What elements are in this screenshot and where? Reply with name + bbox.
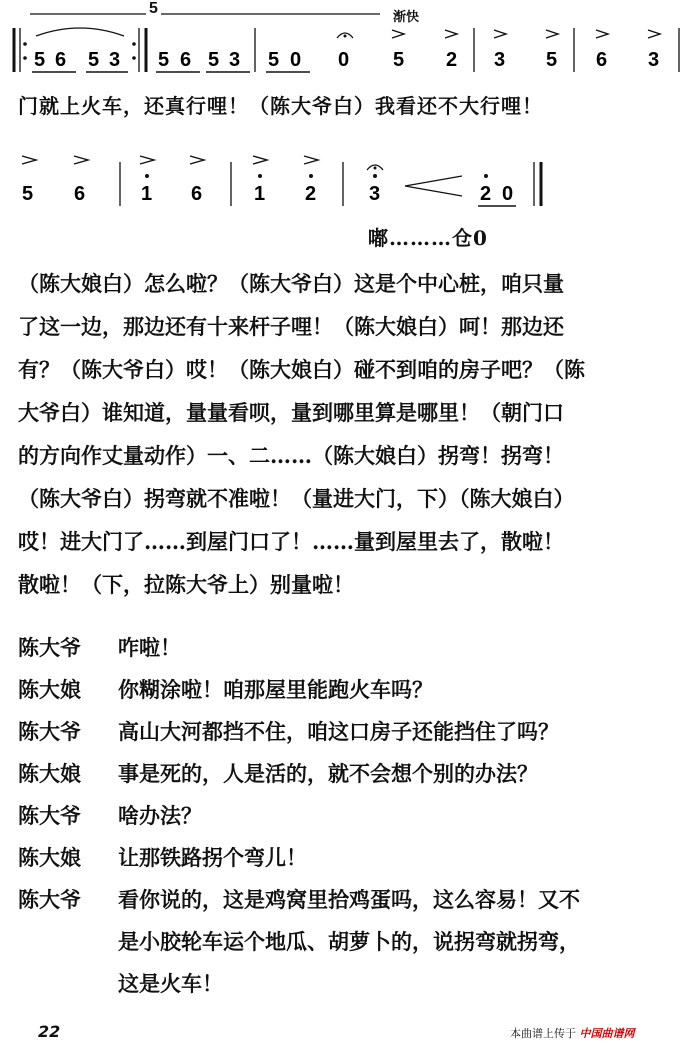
svg-text:5: 5 (268, 49, 280, 71)
tempo-mark: 渐快 (393, 10, 420, 25)
speaker: 陈大爷 (18, 803, 81, 828)
narrative-line: 散啦！（下，拉陈大爷上）别量啦！ (18, 572, 354, 597)
svg-text:2: 2 (446, 49, 458, 71)
footer-text: 本曲谱上传于 (510, 1027, 576, 1040)
svg-text:6: 6 (596, 49, 608, 71)
lyric-line-2: 嘟………仓0 (368, 226, 488, 250)
dialogue-line: 事是死的，人是活的，就不会想个别的办法？ (118, 761, 538, 786)
svg-text:0: 0 (290, 49, 302, 71)
svg-text:6: 6 (55, 49, 67, 71)
svg-text:0: 0 (338, 49, 350, 71)
svg-text:5: 5 (546, 49, 558, 71)
narrative-line: 哎！进大门了……到屋门口了！……量到屋里去了，散啦！ (18, 529, 564, 554)
narrative-line: （陈大爷白）拐弯就不准啦！（量进大门，下）（陈大娘白） (18, 486, 575, 511)
footer-credit (510, 1025, 635, 1041)
svg-text:0: 0 (502, 183, 514, 205)
svg-text:6: 6 (74, 183, 86, 205)
narrative-line: 大爷白）谁知道，量量看呗，量到哪里算是哪里！（朝门口 (18, 400, 564, 425)
svg-text:5: 5 (88, 49, 100, 71)
dialogue-line: 看你说的，这是鸡窝里拾鸡蛋吗，这么容易！又不 (118, 887, 580, 912)
dialogue-row (18, 884, 580, 914)
svg-text:5: 5 (34, 49, 46, 71)
dialogue-line: 你糊涂啦！咱那屋里能跑火车吗？ (118, 677, 433, 702)
speaker: 陈大娘 (18, 845, 81, 870)
svg-text:1: 1 (254, 183, 266, 205)
dialogue-row (18, 758, 538, 788)
svg-text:3: 3 (229, 49, 241, 71)
dialogue-line: 高山大河都挡不住，咱这口房子还能挡住了吗？ (118, 719, 559, 744)
dialogue-line: 让那铁路拐个弯儿！ (118, 845, 307, 870)
page-number: 22 (38, 1022, 61, 1041)
narrative-line: 的方向作丈量动作）一、二……（陈大娘白）拐弯！拐弯！ (18, 443, 564, 468)
svg-text:2: 2 (305, 183, 317, 205)
narrative-paragraph (18, 262, 688, 606)
dialogue-line: 咋啦！ (118, 635, 181, 660)
site-logo: 中国曲谱网 (579, 1027, 635, 1040)
svg-text:3: 3 (648, 49, 660, 71)
narrative-line: （陈大娘白）怎么啦？（陈大爷白）这是个中心桩，咱只量 (18, 271, 564, 296)
dialogue-row (18, 716, 559, 746)
speaker: 陈大爷 (18, 635, 81, 660)
svg-text:5: 5 (208, 49, 220, 71)
dialogue-line: 啥办法？ (118, 803, 202, 828)
speaker: 陈大爷 (18, 887, 81, 912)
speaker: 陈大娘 (18, 677, 81, 702)
lyric-line-1: 门就上火车，还真行哩！（陈大爷白）我看还不大行哩！ (18, 94, 543, 118)
narrative-line: 有？（陈大爷白）哎！（陈大娘白）碰不到咱的房子吧？（陈 (18, 357, 585, 382)
svg-text:5: 5 (22, 183, 34, 205)
dialogue-row (18, 632, 181, 662)
svg-text:1: 1 (141, 183, 153, 205)
dialogue-line: 这是火车！ (118, 971, 223, 996)
svg-text:2: 2 (480, 183, 492, 205)
dialogue-row (18, 842, 307, 872)
svg-text:3: 3 (109, 49, 121, 71)
speaker: 陈大爷 (18, 719, 81, 744)
jianpu-score (0, 0, 700, 260)
svg-text:6: 6 (180, 49, 192, 71)
svg-text:6: 6 (191, 183, 203, 205)
narrative-line: 了这一边，那边还有十来杆子哩！（陈大娘白）呵！那边还 (18, 314, 564, 339)
dialogue-row (18, 674, 433, 704)
svg-text:5: 5 (393, 49, 405, 71)
svg-text:5: 5 (158, 49, 170, 71)
dialogue-line: 是小胶轮车运个地瓜、胡萝卜的，说拐弯就拐弯， (118, 929, 580, 954)
svg-text:3: 3 (494, 49, 506, 71)
dialogue-row (18, 800, 202, 830)
repeat-count: 5 (146, 0, 161, 18)
svg-text:3: 3 (369, 183, 381, 205)
speaker: 陈大娘 (18, 761, 81, 786)
